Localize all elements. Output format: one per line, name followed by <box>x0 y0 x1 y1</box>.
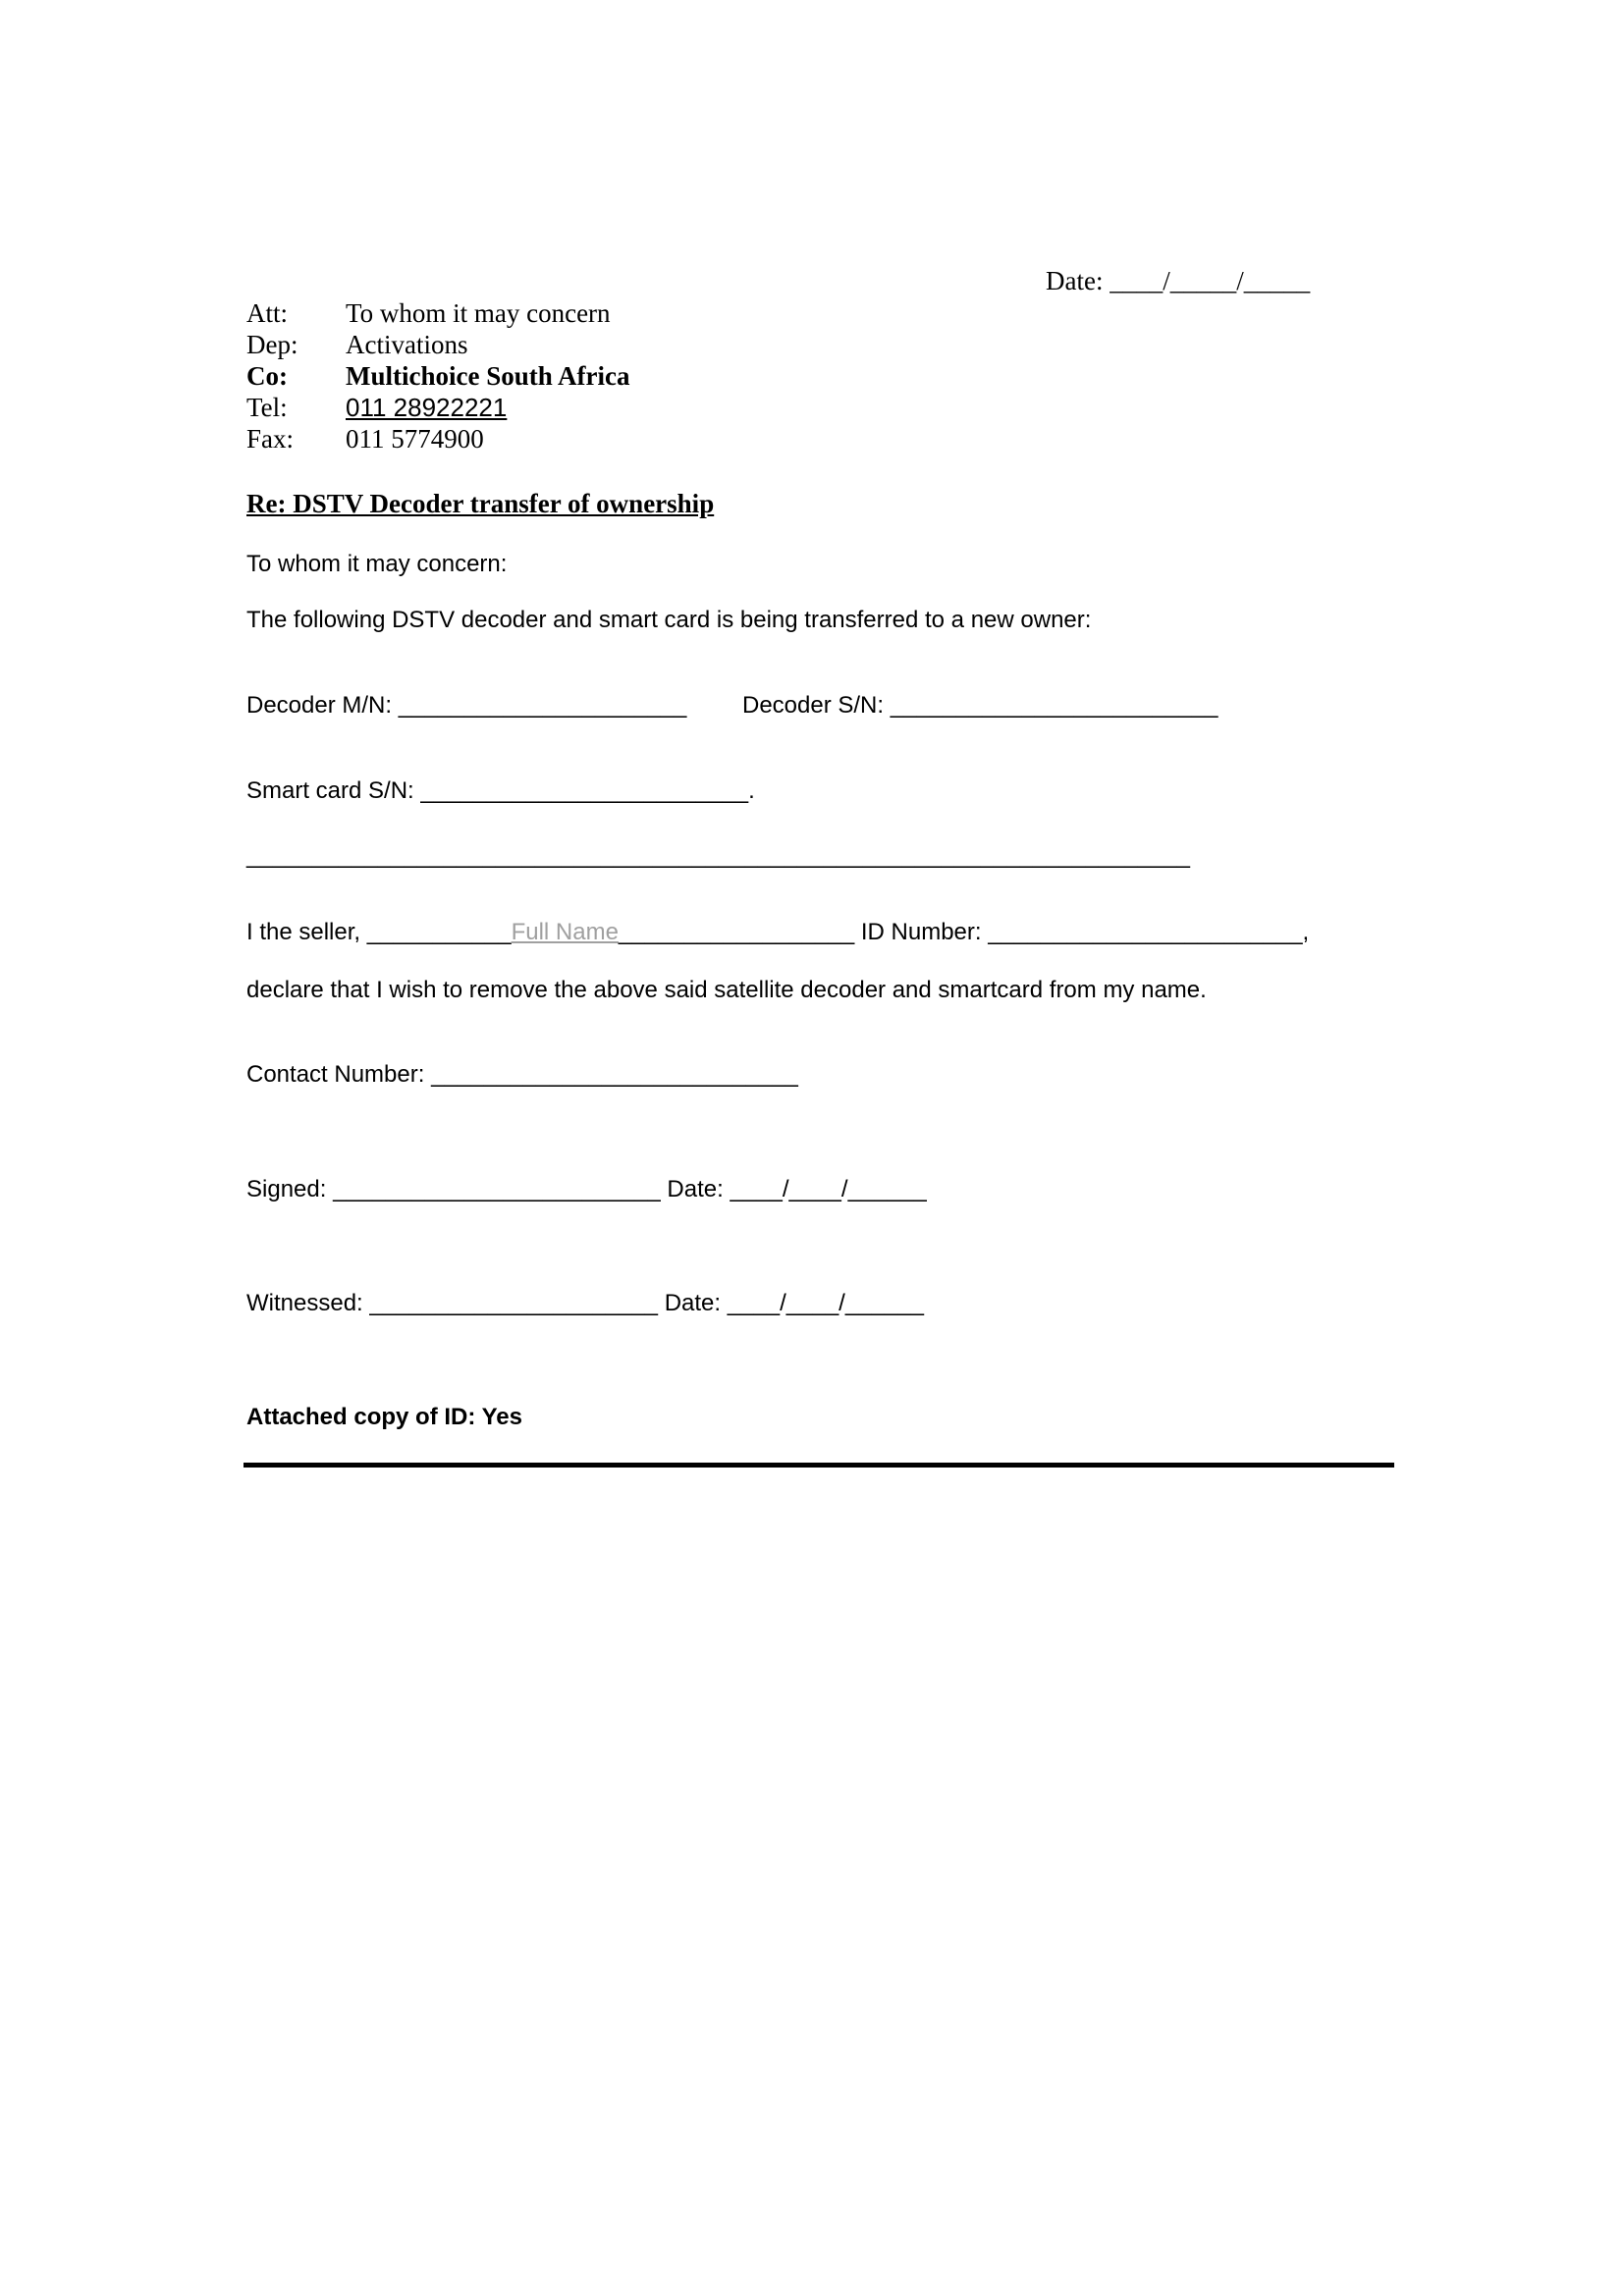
declaration-text: declare that I wish to remove the above said satellite decoder and smartcard from my name. <box>246 977 1207 1003</box>
co-label: Co: <box>246 361 288 391</box>
full-name-field[interactable]: Full Name <box>511 919 619 945</box>
contact-number-field[interactable]: Contact Number: ____________________________ <box>246 1061 798 1088</box>
dep-label: Dep: <box>246 330 298 359</box>
intro-text: The following DSTV decoder and smart card is being transferred to a new owner: <box>246 607 1092 633</box>
tel-value-link[interactable]: 011 28922221 <box>346 393 508 422</box>
fax-label: Fax: <box>246 424 295 454</box>
fax-row <box>246 423 484 454</box>
signed-field[interactable]: Signed: _________________________ Date: ____/____/______ <box>246 1176 927 1202</box>
att-label: Att: <box>246 298 289 328</box>
smartcard-sn-field[interactable]: Smart card S/N: _________________________. <box>246 777 755 804</box>
seller-id-field[interactable]: __________________ ID Number: ________________________, <box>618 919 1310 945</box>
salutation: To whom it may concern: <box>246 551 508 577</box>
att-row <box>246 297 611 329</box>
witnessed-field[interactable]: Witnessed: ______________________ Date: ____/____/______ <box>246 1290 924 1316</box>
att-value: To whom it may concern <box>346 298 611 328</box>
co-value: Multichoice South Africa <box>346 361 630 391</box>
bottom-divider <box>244 1463 1394 1468</box>
tel-label: Tel: <box>246 393 288 422</box>
decoder-mn-field[interactable]: Decoder M/N: ______________________ <box>246 692 687 719</box>
blank-line[interactable]: ________________________________________________________________________ <box>246 842 1191 869</box>
seller-row <box>246 917 1309 948</box>
tel-row <box>246 392 507 423</box>
co-row <box>246 360 629 392</box>
dep-value: Activations <box>346 330 468 359</box>
seller-prefix: I the seller, ___________ <box>246 919 512 945</box>
attached-id-text: Attached copy of ID: Yes <box>246 1404 522 1430</box>
subject-heading: Re: DSTV Decoder transfer of ownership <box>246 489 715 518</box>
dep-row <box>246 329 467 360</box>
header-date[interactable]: Date: ____/_____/_____ <box>1046 266 1311 295</box>
fax-value: 011 5774900 <box>346 424 484 454</box>
decoder-sn-field[interactable]: Decoder S/N: _________________________ <box>742 692 1218 719</box>
